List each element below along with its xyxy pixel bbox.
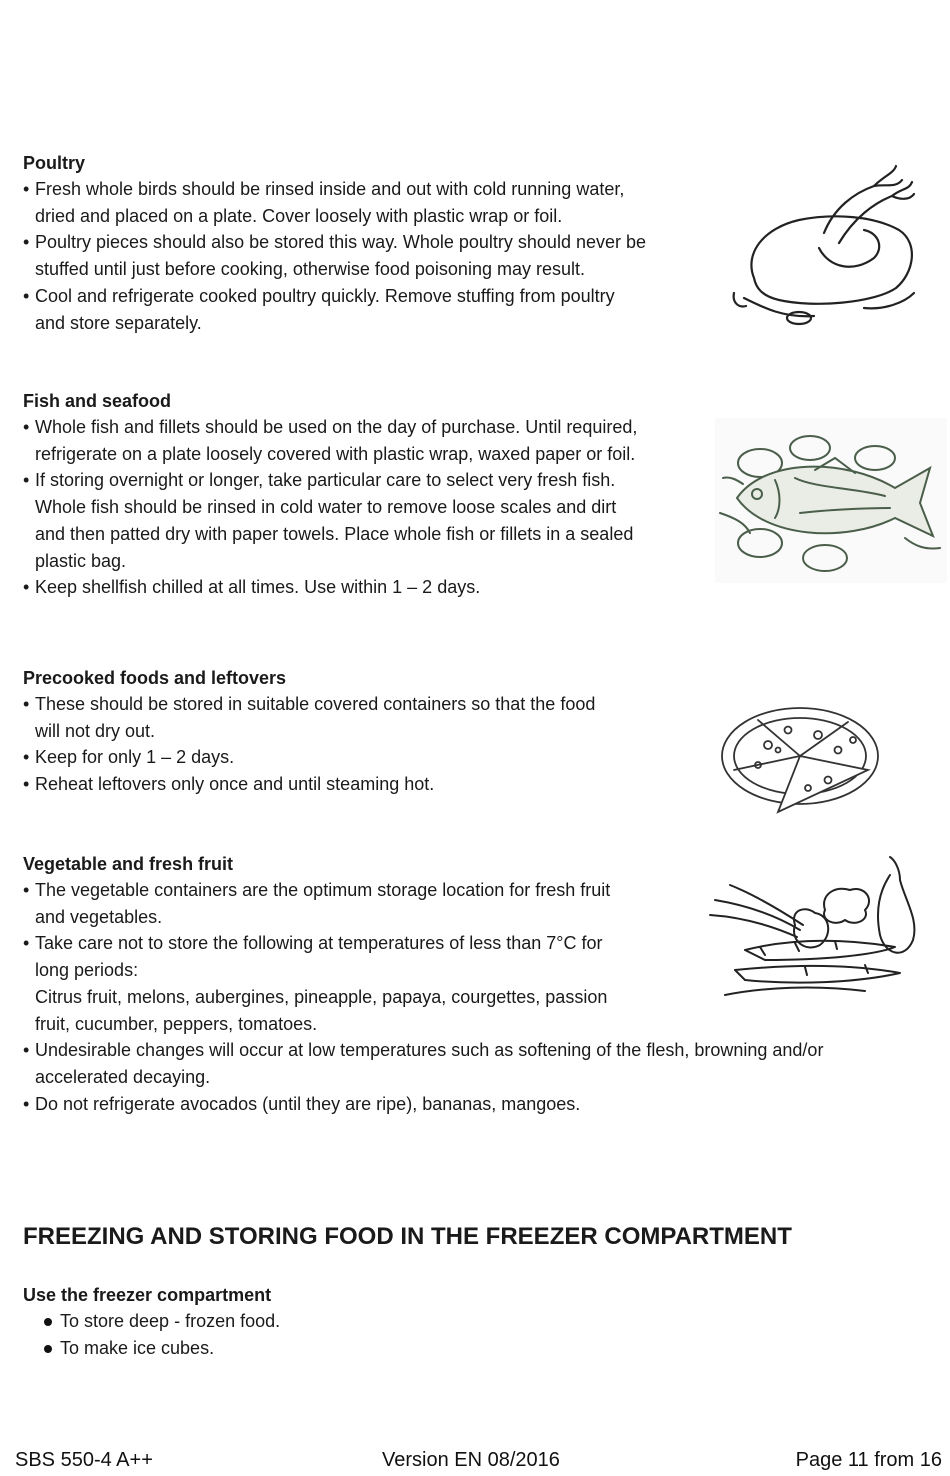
vegetables-icon xyxy=(705,855,920,1003)
list-item xyxy=(23,574,713,601)
poultry-list xyxy=(23,176,713,336)
bullet-continuation: dried and placed on a plate. Cover loosely with plastic wrap or foil. xyxy=(35,205,563,226)
footer-version: Version EN 08/2016 xyxy=(382,1449,560,1471)
bullet-continuation: and then patted dry with paper towels. Place whole fish or fillets in a sealed xyxy=(35,523,634,544)
bullet-text: Keep shellfish chilled at all times. Use within 1 – 2 days. xyxy=(35,577,481,598)
bullet-continuation: plastic bag. xyxy=(35,550,127,571)
poultry-section xyxy=(23,150,713,336)
bullet-text: Poultry pieces should also be stored this way. Whole poultry should never be xyxy=(35,232,646,253)
bullet-continuation: fruit, cucumber, peppers, tomatoes. xyxy=(35,1013,318,1034)
bullet-continuation: and vegetables. xyxy=(35,906,163,927)
bullet-text: The vegetable containers are the optimum storage location for fresh fruit xyxy=(35,880,611,900)
bullet-text: These should be stored in suitable covered containers so that the food xyxy=(35,694,596,714)
vegetable-heading: Vegetable and fresh fruit xyxy=(23,854,234,874)
freezer-section xyxy=(23,1282,723,1361)
freezer-title: FREEZING AND STORING FOOD IN THE FREEZER COMPARTMENT xyxy=(23,1223,792,1250)
list-item xyxy=(23,176,713,229)
bullet-text: If storing overnight or longer, take particular care to select very fresh fish. xyxy=(35,470,616,491)
fish-icon xyxy=(715,418,947,583)
fish-section xyxy=(23,388,713,601)
list-item: To store deep ‑ frozen food. xyxy=(23,1308,723,1335)
list-item xyxy=(23,414,713,467)
bullet-text: Undesirable changes will occur at low temperatures such as softening of the flesh, browning and/or xyxy=(35,1040,824,1061)
list-item xyxy=(23,691,713,744)
bullet-continuation: long periods: xyxy=(35,960,139,981)
fish-heading: Fish and seafood xyxy=(23,391,172,411)
bullet-continuation: Citrus fruit, melons, aubergines, pineapple, papaya, courgettes, passion xyxy=(35,986,608,1007)
bullet-continuation: accelerated decaying. xyxy=(35,1066,211,1087)
bullet-text: Cool and refrigerate cooked poultry quickly. Remove stuffing from poultry xyxy=(35,285,615,306)
bullet-continuation: and store separately. xyxy=(35,312,202,333)
freezer-subheading: Use the freezer compartment xyxy=(23,1285,272,1305)
precooked-heading: Precooked foods and leftovers xyxy=(23,668,287,688)
list-item xyxy=(23,229,713,282)
bullet-continuation: stuffed until just before cooking, otherwise food poisoning may result. xyxy=(35,259,585,280)
list-item: To make ice cubes. xyxy=(23,1335,723,1362)
bullet-continuation: Whole fish should be rinsed in cold water to remove loose scales and dirt xyxy=(35,497,617,518)
footer-page: Page 11 from 16 xyxy=(795,1449,942,1471)
list-item xyxy=(23,467,713,574)
list-item xyxy=(23,744,713,771)
list-item xyxy=(23,1091,928,1118)
list-item xyxy=(23,1037,928,1090)
pizza-icon xyxy=(718,700,888,818)
roast-chicken-icon xyxy=(724,158,924,333)
bullet-text: Do not refrigerate avocados (until they are ripe), bananas, mangoes. xyxy=(35,1093,581,1114)
bullet-continuation: will not dry out. xyxy=(35,720,156,741)
footer-model: SBS 550-4 A++ xyxy=(15,1449,153,1471)
bullet-continuation: refrigerate on a plate loosely covered with plastic wrap, waxed paper or foil. xyxy=(35,443,636,464)
precooked-section xyxy=(23,665,713,798)
list-item xyxy=(23,283,713,336)
bullet-text: Whole fish and fillets should be used on the day of purchase. Until required, xyxy=(35,417,638,437)
bullet-text: Take care not to store the following at temperatures of less than 7°C for xyxy=(35,933,603,954)
freezer-list xyxy=(23,1308,723,1361)
bullet-text: Reheat leftovers only once and until steaming hot. xyxy=(35,774,435,795)
bullet-text: Fresh whole birds should be rinsed inside and out with cold running water, xyxy=(35,179,625,199)
bullet-text: Keep for only 1 – 2 days. xyxy=(35,747,235,768)
list-item xyxy=(23,771,713,798)
fish-list xyxy=(23,414,713,601)
precooked-list xyxy=(23,691,713,798)
poultry-heading: Poultry xyxy=(23,153,86,173)
